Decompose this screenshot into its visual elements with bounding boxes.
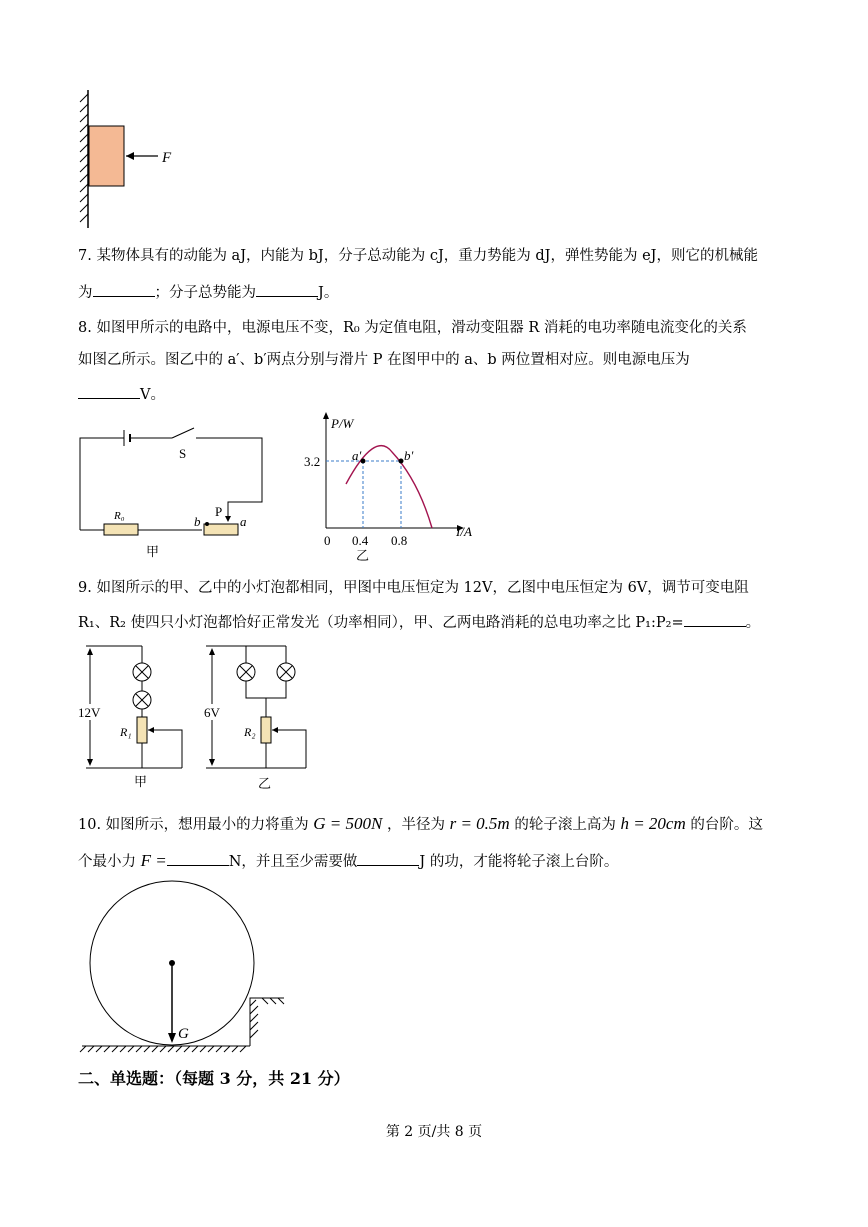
q10-line1: 10. 如图所示，想用最小的力将重为 G = 500N ，半径为 r = 0.5m 的轮子滚上高为 h = 20cm 的台阶。这	[78, 814, 763, 833]
q8-line3: V。	[78, 384, 165, 405]
svg-text:3.2: 3.2	[304, 454, 321, 469]
svg-text:乙: 乙	[356, 548, 370, 563]
svg-text:乙: 乙	[258, 776, 272, 791]
svg-text:0.8: 0.8	[391, 533, 408, 548]
svg-text:R₀: R₀	[114, 510, 125, 522]
q7-line2: 为 ；分子总势能为 J。	[78, 282, 338, 303]
svg-text:甲: 甲	[146, 544, 160, 559]
svg-text:I/A: I/A	[456, 524, 472, 539]
svg-text:b: b	[194, 514, 201, 529]
graph-yi	[300, 410, 490, 570]
g-label: G	[178, 1026, 189, 1042]
q9-line1: 9. 如图所示的甲、乙中的小灯泡都相同，甲图中电压恒定为 12V，乙图中电压恒定为 6V，调节可变电阻	[78, 580, 749, 596]
q7-line1: 7. 某物体具有的动能为 aJ，内能为 bJ，分子总动能为 cJ，重力势能为 dJ，弹性势能为 eJ，则它的机械能	[78, 248, 758, 264]
svg-text:12V: 12V	[78, 705, 101, 720]
svg-text:b′: b′	[404, 448, 414, 463]
circuits-q9	[76, 642, 336, 792]
svg-text:0: 0	[324, 533, 331, 548]
svg-text:R₁: R₁	[120, 725, 132, 739]
q9-line2: R₁、R₂ 使四只小灯泡都恰好正常发光（功率相同），甲、乙两电路消耗的总电功率之比 P₁:P₂= 。	[78, 612, 760, 633]
force-label: F	[162, 150, 172, 166]
svg-text:a: a	[240, 514, 247, 529]
svg-text:6V: 6V	[204, 705, 220, 720]
circuit-jia	[76, 424, 276, 564]
section-heading: 二、单选题：（每题 3 分，共 21 分）	[78, 1069, 350, 1088]
page-footer: 第 2 页/共 8 页	[385, 1124, 483, 1140]
wall-block-figure	[70, 88, 200, 233]
svg-text:甲: 甲	[134, 774, 148, 789]
svg-text:P: P	[215, 504, 223, 519]
block	[89, 126, 124, 186]
svg-text:P/W: P/W	[331, 416, 354, 431]
svg-text:a′: a′	[352, 448, 362, 463]
q10-line2: 个最小力 F = N，并且至少需要做 J 的功，才能将轮子滚上台阶。	[78, 851, 619, 870]
q8-line1: 8. 如图甲所示的电路中，电源电压不变，R₀ 为定值电阻，滑动变阻器 R 消耗的电功率随电流变化的关系	[78, 320, 747, 336]
q8-line2: 如图乙所示。图乙中的 a′、b′两点分别与滑片 P 在图甲中的 a、b 两位置相对应。则电源电压为	[78, 352, 690, 368]
wheel-step-figure	[76, 878, 296, 1056]
svg-text:R₂: R₂	[244, 725, 256, 739]
svg-text:0.4: 0.4	[352, 533, 369, 548]
svg-text:S: S	[179, 446, 187, 461]
